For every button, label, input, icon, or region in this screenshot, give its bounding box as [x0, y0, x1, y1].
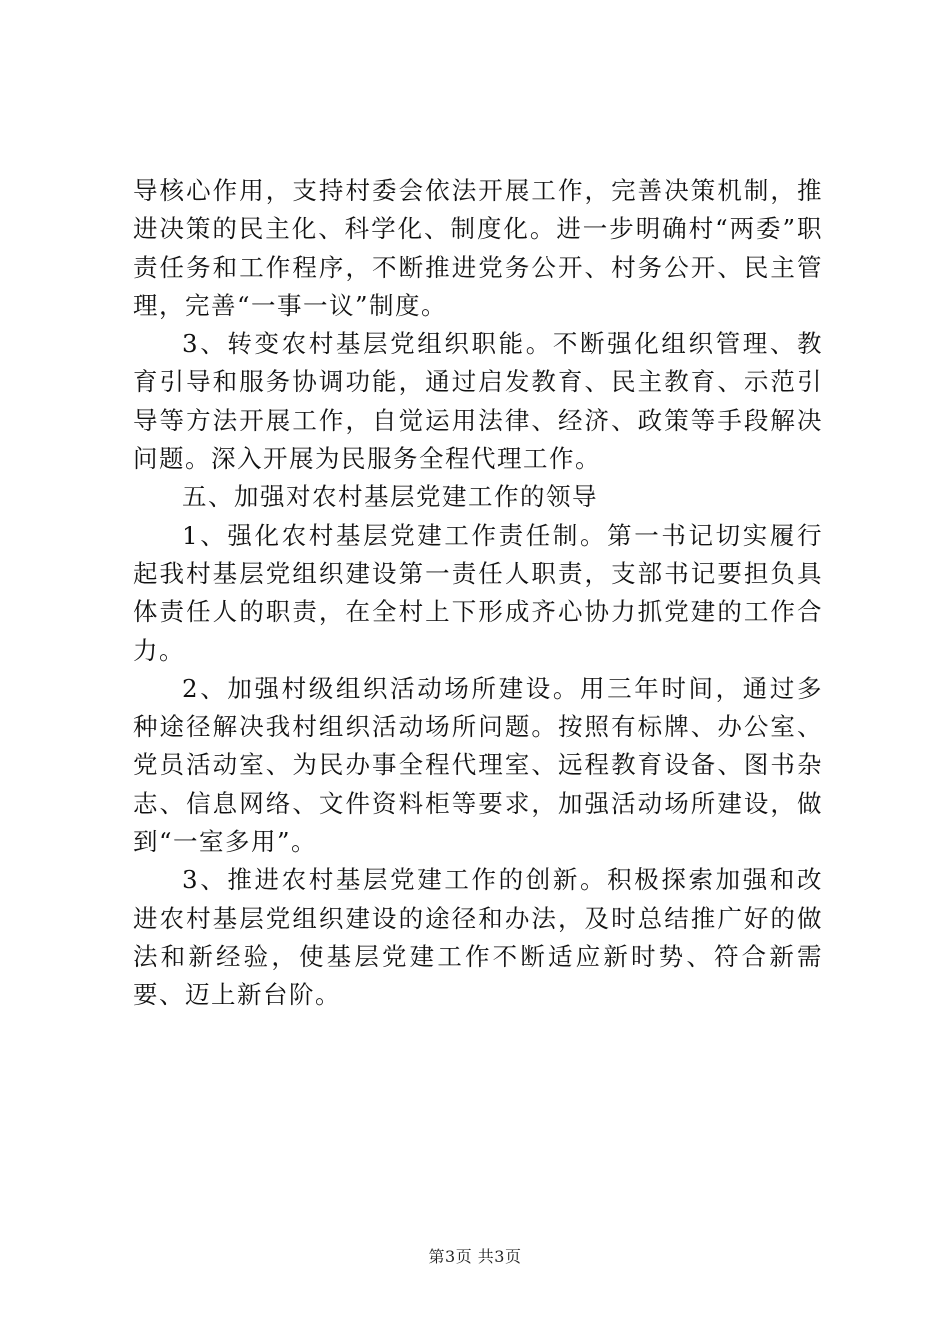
- paragraph-item-3-transform-functions: 3、转变农村基层党组织职能。不断强化组织管理、教育引导和服务协调功能，通过启发教育、民主教育、示范引导等方法开展工作，自觉运用法律、经济、政策等手段解决问题。深入开展为民服务全程代理工作。: [133, 329, 823, 474]
- paragraph-item-3-innovation: 3、推进农村基层党建工作的创新。积极探索加强和改进农村基层党组织建设的途径和办法，及时总结推广好的做法和新经验，使基层党建工作不断适应新时势、符合新需要、迈上新台阶。: [133, 865, 823, 1010]
- document-body: [133, 172, 823, 1015]
- paragraph-continued: 导核心作用，支持村委会依法开展工作，完善决策机制，推进决策的民主化、科学化、制度化。进一步明确村“两委”职责任务和工作程序，不断推进党务公开、村务公开、民主管理，完善“一事一议”制度。: [133, 176, 823, 320]
- paragraph-item-2-venue-construction: 2、加强村级组织活动场所建设。用三年时间，通过多种途径解决我村组织活动场所问题。按照有标牌、办公室、党员活动室、为民办事全程代理室、远程教育设备、图书杂志、信息网络、文件资料柜等要求，加强活动场所建设，做到“一室多用”。: [133, 673, 823, 857]
- section-heading-five: 五、加强对农村基层党建工作的领导: [182, 482, 598, 512]
- page-number-footer: 第3页 共3页: [428, 1247, 522, 1266]
- paragraph-item-1-responsibility: 1、强化农村基层党建工作责任制。第一书记切实履行起我村基层党组织建设第一责任人职责，支部书记要担负具体责任人的职责，在全村上下形成齐心协力抓党建的工作合力。: [133, 520, 823, 665]
